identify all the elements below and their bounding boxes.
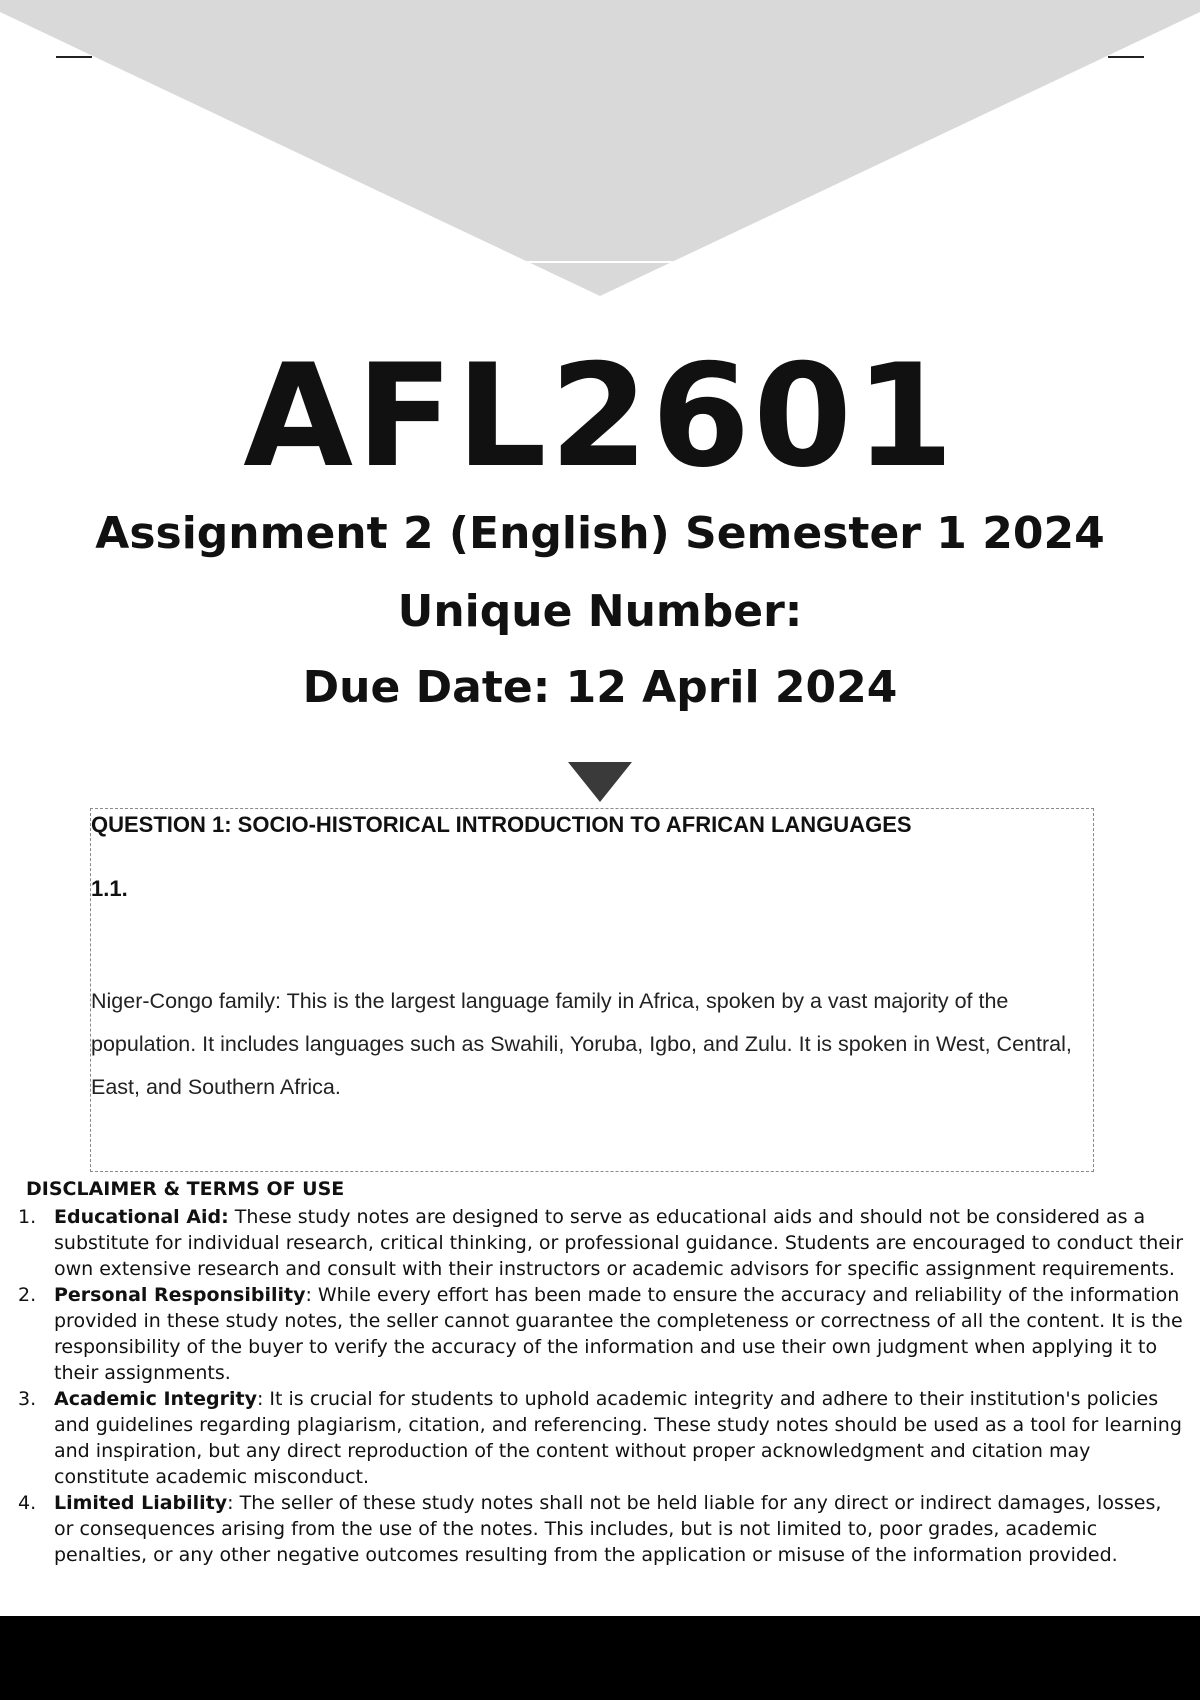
term-number: 4. — [18, 1492, 37, 1514]
terms-list — [0, 1204, 1184, 1568]
unique-number-label: Unique Number: — [397, 586, 803, 637]
term-text: : While every effort has been made to ensure the accuracy and reliability of the information provided in these study notes, the seller cannot guarantee the completeness or correctness of all the content. It is the responsibility of the buyer to verify the accuracy of the information and use their own judgment when applying it to their assignments. — [54, 1284, 1183, 1384]
term-text: : It is crucial for students to uphold academic integrity and adhere to their institution's policies and guidelines regarding plagiarism, citation, and referencing. These study notes should be used as a tool for learning and inspiration, but any direct reproduction of the content without proper acknowledgment and citation may constitute academic misconduct. — [54, 1388, 1182, 1488]
term-number: 3. — [18, 1388, 37, 1410]
course-code-title: AFL2601 — [243, 334, 957, 499]
question-answer-text: Niger-Congo family: This is the largest language family in Africa, spoken by a vast majority of the population. It includes languages such as Swahili, Yoruba, Igbo, and Zulu. It is spoken in West, Central, East, and Southern Africa. — [91, 989, 1072, 1099]
term-number: 1. — [18, 1206, 37, 1228]
term-title: Limited Liability — [54, 1492, 228, 1514]
question-number: 1.1. — [91, 876, 128, 901]
term-text: : The seller of these study notes shall not be held liable for any direct or indirect damages, losses, or consequences arising from the use of the notes. This includes, but is not limited to, poor grades, academic penalties, or any other negative outcomes resulting from the application or misuse of the information provided. — [54, 1492, 1162, 1566]
corner-mark-right — [1108, 56, 1144, 58]
term-number: 2. — [18, 1284, 37, 1306]
term-item-educational-aid — [0, 1204, 1184, 1282]
assignment-subtitle: Assignment 2 (English) Semester 1 2024 — [95, 508, 1105, 559]
due-date-label: Due Date: 12 April 2024 — [302, 662, 898, 713]
term-item-personal-responsibility — [0, 1282, 1184, 1386]
question-preview-box — [90, 808, 1094, 1172]
term-title: Academic Integrity — [54, 1388, 257, 1410]
term-item-limited-liability — [0, 1490, 1184, 1568]
question-heading: QUESTION 1: SOCIO-HISTORICAL INTRODUCTION TO AFRICAN LANGUAGES — [91, 812, 912, 837]
term-item-academic-integrity — [0, 1386, 1184, 1490]
disclaimer-title: DISCLAIMER & TERMS OF USE — [26, 1178, 345, 1200]
corner-mark-left — [56, 56, 92, 58]
banner-chevron-shape — [0, 0, 1200, 296]
term-title: Educational Aid: — [54, 1206, 229, 1228]
cover-banner-chevron — [0, 0, 1200, 300]
down-arrow-icon — [568, 762, 632, 802]
term-title: Personal Responsibility — [54, 1284, 306, 1306]
term-text: These study notes are designed to serve as educational aids and should not be considered as a substitute for individual research, critical thinking, or professional guidance. Students are encouraged to conduct their own extensive research and consult with their instructors or academic advisors for specific assignment requirements. — [54, 1206, 1184, 1280]
footer-bar — [0, 1616, 1200, 1700]
